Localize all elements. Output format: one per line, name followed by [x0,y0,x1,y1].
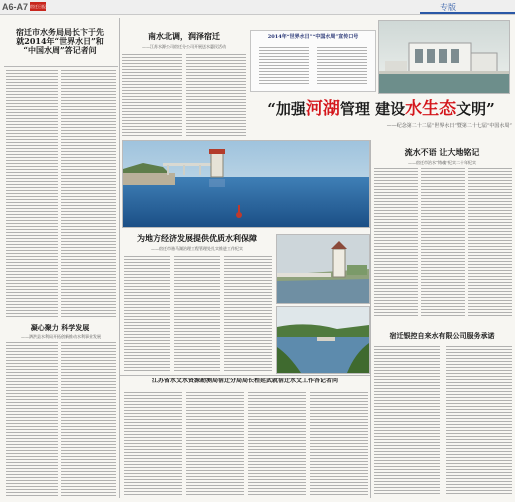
banner-headline [250,94,512,119]
lake-tower-graphic [123,141,369,227]
text-block [61,70,116,318]
bottom-center-headline: 江苏省水文水资源勘测局宿迁分局局长程延武就宿迁水文工作答记者问 [151,378,338,384]
slogan-box [250,30,376,92]
slogan-box-title: 2014年“世界水日”“中国水周”宣传口号 [267,34,359,40]
text-block [374,168,418,318]
page-code: A6-A7 [2,2,29,12]
bottom-right-headline: 宿迁银控自来水有限公司服务承诺 [389,331,495,340]
left-main-headline-line2: 就2014年“世界水日”和 [16,36,104,47]
left-main-headline-line3: “中国水周”答记者问 [23,45,97,56]
left-main-headline [6,28,114,56]
text-block [374,346,440,496]
section-divider [120,375,370,376]
text-block [468,168,512,318]
pier-tower-graphic [277,235,369,303]
pier-tower-photo [276,234,370,304]
banner-subtitle: ——纪念第二十二届“世界水日”暨第二十七届“中国水周” [386,123,512,129]
header-rule [420,12,515,14]
text-block [61,342,116,497]
right-column-subtitle: ——宿迁市治水“铸魂”纪实二十年纪实 [407,160,477,165]
text-block [224,256,272,372]
page-header [0,0,515,15]
left-low-headline: 凝心聚力 科学发展 [30,323,90,332]
banner-red-word-2: 水生态 [405,99,457,119]
text-block [124,392,182,496]
column-divider [370,140,371,498]
text-block [124,256,170,372]
text-block [6,70,58,318]
building-photo-graphic [379,21,509,93]
text-block [186,392,244,496]
text-block [310,392,368,496]
newspaper-logo: 宿迁日报 [30,4,46,9]
col2-subtitle: ——江苏水源公司宿迁分公司开展送水惠民活动 [142,44,226,49]
section-label: 专版 [440,3,456,12]
banner-middle: 管理 建设 [339,100,406,118]
banner-red-word-1: 河湖 [305,99,340,119]
text-block [421,168,465,318]
column-divider [4,66,118,67]
column-divider [119,18,120,498]
text-block [186,54,246,136]
left-low-subtitle: ——泗洪县水利局开拓创新推动水利事业发展 [21,334,101,339]
left-main-headline-line1: 宿迁市水务局局长卞于先 [16,27,104,37]
col2-headline: 南水北调，润泽宿迁 [148,31,220,41]
center-mid-headline: 为地方经济发展提供优质水利保障 [137,233,257,243]
riverside-photo [276,306,370,374]
text-block [174,256,220,372]
riverside-graphic [277,307,369,373]
text-block [122,54,182,136]
slogan-list [259,47,309,85]
text-block [6,342,58,497]
text-block [248,392,306,496]
center-mid-subtitle: ——宿迁市骆马湖治理工程管理处扎实推进工作纪实 [151,246,243,251]
banner-suffix: 文明” [456,100,495,118]
building-photo [378,20,510,94]
text-block [446,346,512,496]
banner-prefix: “加强 [267,100,306,118]
right-column-headline: 流水不语 让大地铭记 [404,147,480,157]
slogan-list [317,47,367,85]
lake-tower-photo [122,140,370,228]
